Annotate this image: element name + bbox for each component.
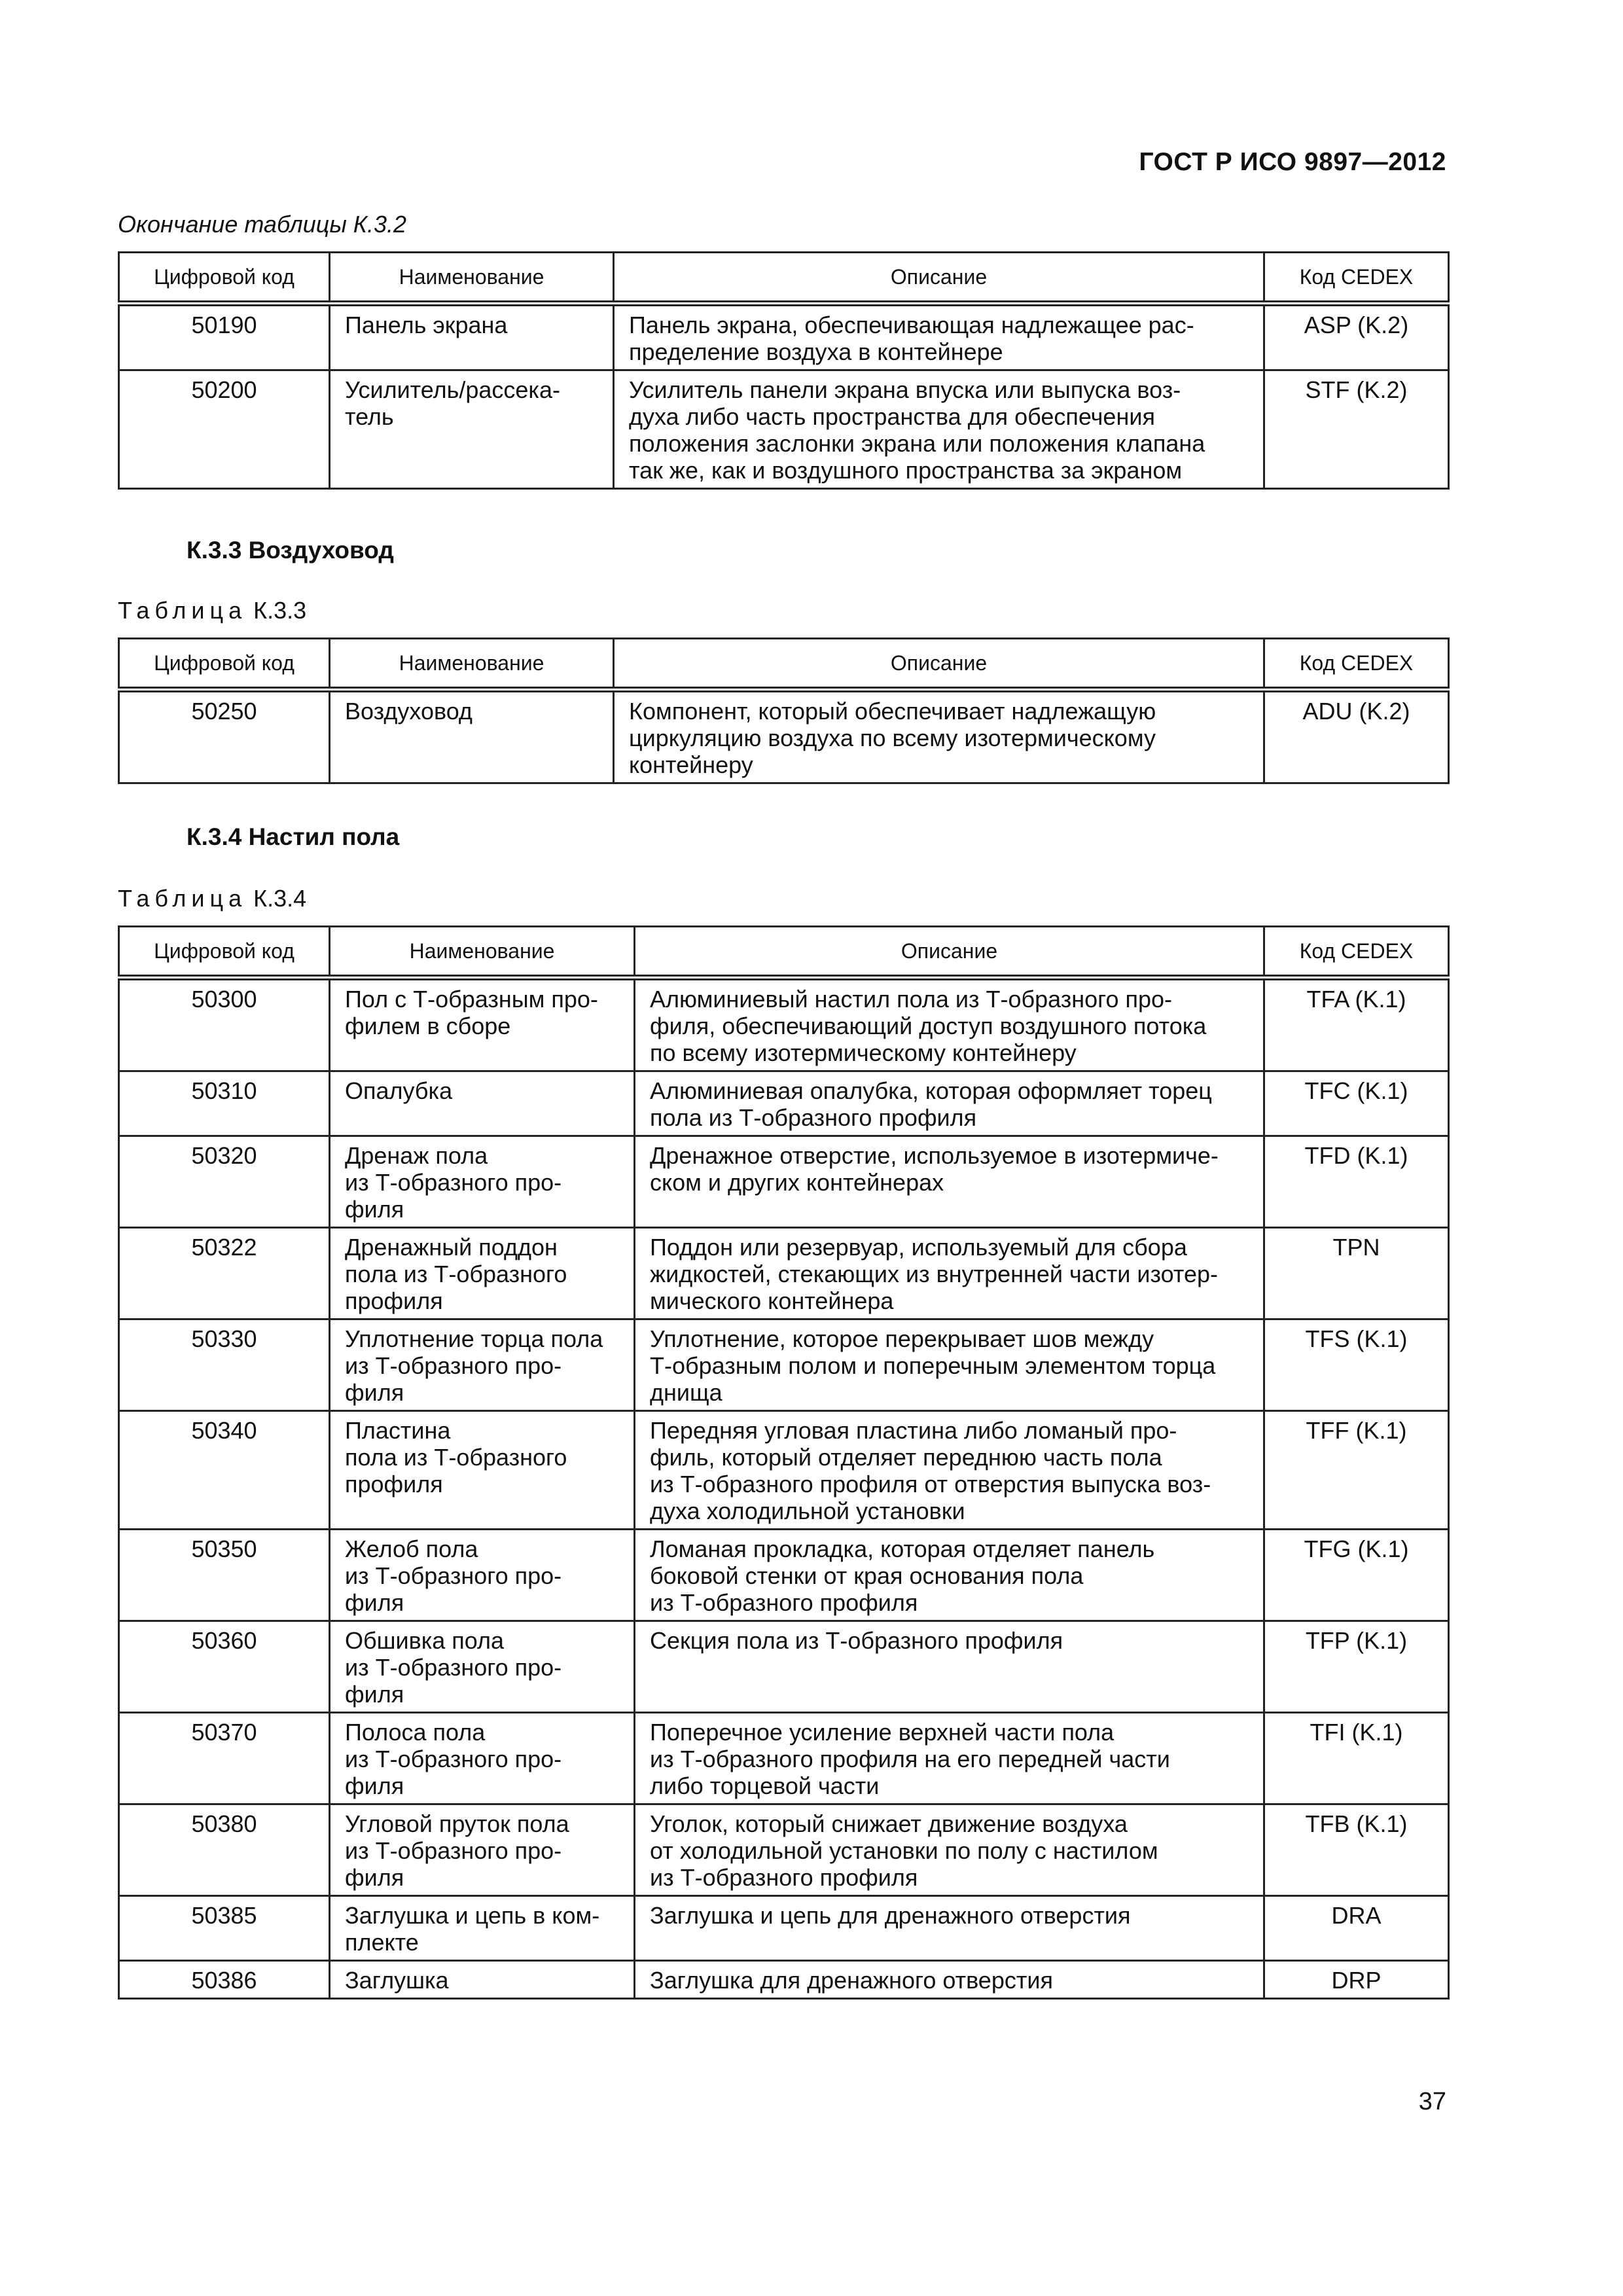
name-cell: Заглушка и цепь в ком- плекте: [330, 1896, 635, 1961]
table-row: [119, 1071, 1449, 1136]
description-cell: Алюминиевый настил пола из Т-образного про- филя, обеспечивающий доступ воздушного потока по всему изотермическому контейнеру: [635, 978, 1264, 1071]
table-row: [119, 1713, 1449, 1804]
name-cell: Обшивка пола из Т-образного про- филя: [330, 1621, 635, 1713]
description-cell: Уплотнение, которое перекрывает шов между Т-образным полом и поперечным элементом торца днища: [635, 1319, 1264, 1411]
digital-code-cell: 50250: [119, 690, 330, 783]
name-cell: Дренажный поддон пола из Т-образного профиля: [330, 1228, 635, 1319]
table-k32: [118, 251, 1450, 490]
cedex-code-cell: STF (K.2): [1264, 370, 1449, 489]
digital-code-cell: 50300: [119, 978, 330, 1071]
digital-code-cell: 50370: [119, 1713, 330, 1804]
description-cell: Компонент, который обеспечивает надлежащую циркуляцию воздуха по всему изотермическому контейнеру: [614, 690, 1264, 783]
description-cell: Заглушка и цепь для дренажного отверстия: [635, 1896, 1264, 1961]
table-row: [119, 1961, 1449, 1999]
digital-code-cell: 50322: [119, 1228, 330, 1319]
name-cell: Желоб пола из Т-образного про- филя: [330, 1530, 635, 1621]
table-row: [119, 1228, 1449, 1319]
name-cell: Полоса пола из Т-образного про- филя: [330, 1713, 635, 1804]
section-heading-k34: К.3.4 Настил пола: [187, 823, 400, 850]
column-header: Код CEDEX: [1264, 639, 1449, 690]
cedex-code-cell: TFF (K.1): [1264, 1411, 1449, 1530]
table-k32-caption: Окончание таблицы К.3.2: [118, 211, 407, 238]
column-header: Описание: [614, 639, 1264, 690]
table-k34: [118, 925, 1450, 2000]
page-number: 37: [1418, 2088, 1446, 2115]
cedex-code-cell: DRA: [1264, 1896, 1449, 1961]
column-header: Цифровой код: [119, 253, 330, 304]
name-cell: Дренаж пола из Т-образного про- филя: [330, 1136, 635, 1228]
column-header: Описание: [635, 927, 1264, 978]
column-header: Цифровой код: [119, 639, 330, 690]
description-cell: Дренажное отверстие, используемое в изотермиче- ском и других контейнерах: [635, 1136, 1264, 1228]
description-cell: Усилитель панели экрана впуска или выпуска воз- духа либо часть пространства для обеспечения положения заслонки экрана или положения клапана так же, как и воздушного пространства за экраном: [614, 370, 1264, 489]
description-cell: Поддон или резервуар, используемый для сбора жидкостей, стекающих из внутренней части изотер- мического контейнера: [635, 1228, 1264, 1319]
cedex-code-cell: TPN: [1264, 1228, 1449, 1319]
description-cell: Поперечное усиление верхней части пола из Т-образного профиля на его передней части либо торцевой части: [635, 1713, 1264, 1804]
cedex-code-cell: TFA (K.1): [1264, 978, 1449, 1071]
name-cell: Опалубка: [330, 1071, 635, 1136]
digital-code-cell: 50385: [119, 1896, 330, 1961]
description-cell: Алюминиевая опалубка, которая оформляет торец пола из Т-образного профиля: [635, 1071, 1264, 1136]
digital-code-cell: 50200: [119, 370, 330, 489]
column-header: Цифровой код: [119, 927, 330, 978]
cedex-code-cell: DRP: [1264, 1961, 1449, 1999]
table-row: [119, 690, 1449, 783]
column-header: Наименование: [330, 927, 635, 978]
digital-code-cell: 50190: [119, 304, 330, 370]
table-header-row: [119, 639, 1449, 690]
digital-code-cell: 50340: [119, 1411, 330, 1530]
column-header: Наименование: [330, 253, 614, 304]
caption-word: Таблица: [118, 885, 247, 912]
digital-code-cell: 50360: [119, 1621, 330, 1713]
name-cell: Усилитель/рассека- тель: [330, 370, 614, 489]
cedex-code-cell: TFP (K.1): [1264, 1621, 1449, 1713]
cedex-code-cell: TFI (K.1): [1264, 1713, 1449, 1804]
digital-code-cell: 50350: [119, 1530, 330, 1621]
digital-code-cell: 50310: [119, 1071, 330, 1136]
description-cell: Ломаная прокладка, которая отделяет панель боковой стенки от края основания пола из Т-образного профиля: [635, 1530, 1264, 1621]
column-header: Описание: [614, 253, 1264, 304]
digital-code-cell: 50330: [119, 1319, 330, 1411]
description-cell: Панель экрана, обеспечивающая надлежащее рас- пределение воздуха в контейнере: [614, 304, 1264, 370]
caption-word: Таблица: [118, 597, 247, 624]
table-header-row: [119, 927, 1449, 978]
table-row: [119, 304, 1449, 370]
digital-code-cell: 50320: [119, 1136, 330, 1228]
description-cell: Секция пола из Т-образного профиля: [635, 1621, 1264, 1713]
name-cell: Пластина пола из Т-образного профиля: [330, 1411, 635, 1530]
table-row: [119, 978, 1449, 1071]
table-row: [119, 1621, 1449, 1713]
table-row: [119, 1804, 1449, 1896]
column-header: Код CEDEX: [1264, 927, 1449, 978]
caption-number: К.3.3: [253, 597, 307, 624]
cedex-code-cell: TFC (K.1): [1264, 1071, 1449, 1136]
table-k33: [118, 637, 1450, 784]
table-row: [119, 1319, 1449, 1411]
description-cell: Передняя угловая пластина либо ломаный про- филь, который отделяет переднюю часть пола из Т-образного профиля от отверстия выпуска воз- духа холодильной установки: [635, 1411, 1264, 1530]
column-header: Код CEDEX: [1264, 253, 1449, 304]
caption-number: К.3.4: [253, 885, 307, 912]
cedex-code-cell: TFS (K.1): [1264, 1319, 1449, 1411]
cedex-code-cell: TFD (K.1): [1264, 1136, 1449, 1228]
cedex-code-cell: TFB (K.1): [1264, 1804, 1449, 1896]
name-cell: Панель экрана: [330, 304, 614, 370]
name-cell: Уплотнение торца пола из Т-образного про- филя: [330, 1319, 635, 1411]
name-cell: Воздуховод: [330, 690, 614, 783]
cedex-code-cell: TFG (K.1): [1264, 1530, 1449, 1621]
description-cell: Заглушка для дренажного отверстия: [635, 1961, 1264, 1999]
table-k33-caption: [118, 597, 306, 624]
table-row: [119, 1136, 1449, 1228]
digital-code-cell: 50386: [119, 1961, 330, 1999]
cedex-code-cell: ADU (K.2): [1264, 690, 1449, 783]
cedex-code-cell: ASP (K.2): [1264, 304, 1449, 370]
digital-code-cell: 50380: [119, 1804, 330, 1896]
table-k34-caption: [118, 885, 306, 912]
table-row: [119, 1530, 1449, 1621]
name-cell: Заглушка: [330, 1961, 635, 1999]
table-header-row: [119, 253, 1449, 304]
section-heading-k33: К.3.3 Воздуховод: [187, 537, 394, 564]
document-designation: ГОСТ Р ИСО 9897—2012: [1139, 148, 1446, 176]
description-cell: Уголок, который снижает движение воздуха от холодильной установки по полу с настилом из Т-образного профиля: [635, 1804, 1264, 1896]
name-cell: Угловой пруток пола из Т-образного про- филя: [330, 1804, 635, 1896]
name-cell: Пол с Т-образным про- филем в сборе: [330, 978, 635, 1071]
column-header: Наименование: [330, 639, 614, 690]
table-row: [119, 1411, 1449, 1530]
table-row: [119, 1896, 1449, 1961]
table-row: [119, 370, 1449, 489]
